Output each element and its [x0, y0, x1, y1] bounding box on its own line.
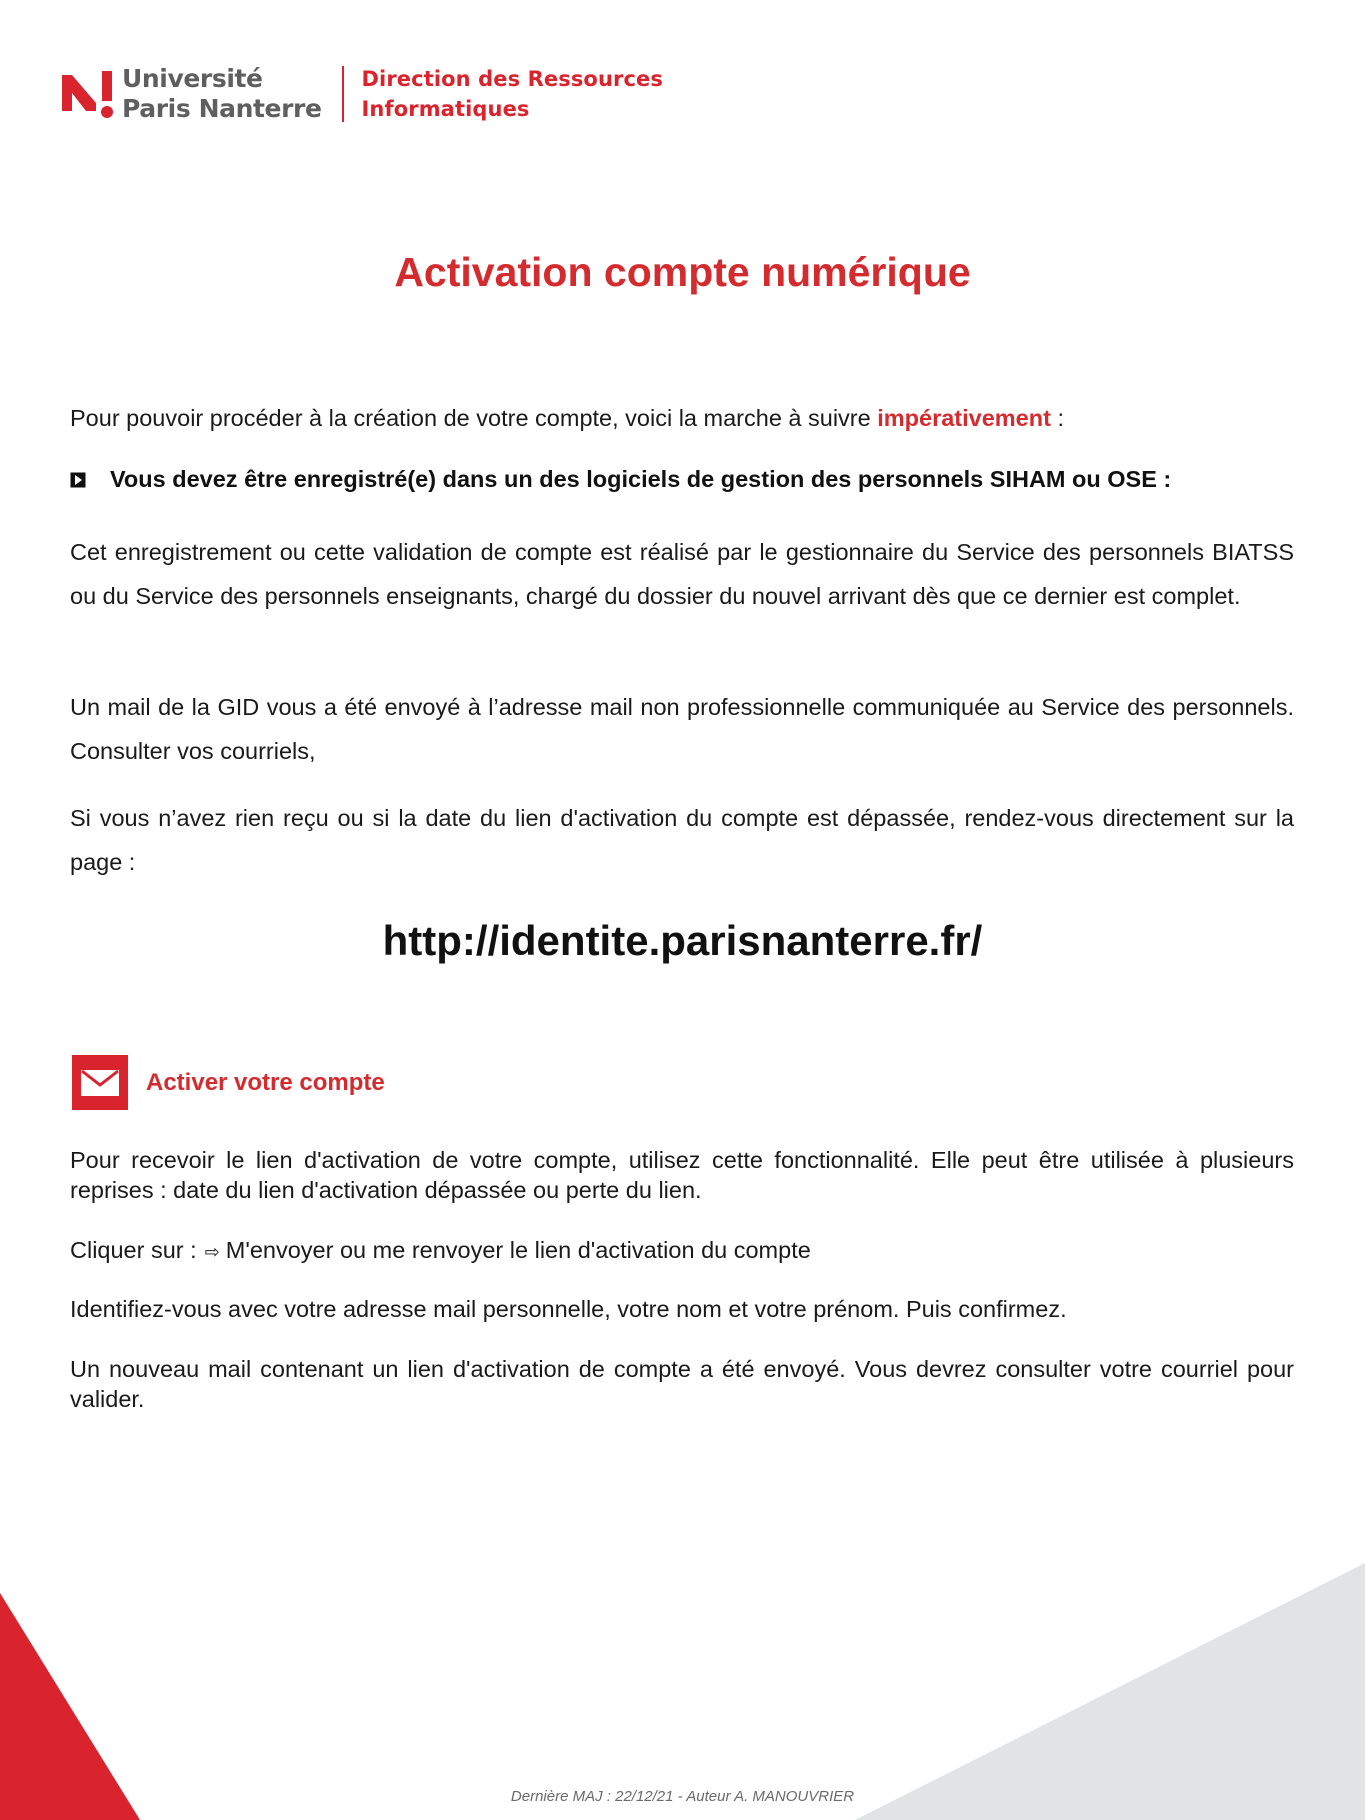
new-mail-notice: Un nouveau mail contenant un lien d'activation de compte a été envoyé. Vous devrez consulter votre courriel pour valider. — [70, 1356, 1294, 1412]
resend-activation-link[interactable]: M'envoyer ou me renvoyer le lien d'activation du compte — [225, 1237, 811, 1263]
envelope-glyph — [80, 1069, 120, 1097]
university-name-line2: Paris Nanterre — [122, 94, 322, 123]
identify-instruction: Identifiez-vous avec votre adresse mail personnelle, votre nom et votre prénom. Puis confirmez. — [70, 1296, 1067, 1322]
university-logo-icon — [60, 67, 116, 121]
paragraph-mail: Un mail de la GID vous a été envoyé à l’adresse mail non professionnelle communiquée au Service des personnels. Consulter vos courriels, — [70, 694, 1294, 764]
paragraph-3-block — [70, 796, 1294, 884]
paragraph-registration: Cet enregistrement ou cette validation de compte est réalisé par le gestionnaire du Service des personnels BIATSS ou du Service des personnels enseignants, chargé du dossier du nouvel arrivant dès que ce dernier est complet. — [70, 539, 1294, 609]
activate-paragraph-4-block — [70, 1354, 1294, 1414]
university-name — [122, 64, 322, 124]
department-name-line1: Direction des Ressources — [361, 67, 663, 91]
department-name-line2: Informatiques — [361, 97, 530, 121]
paragraph-2-block — [70, 685, 1294, 773]
intro-suffix: : — [1050, 405, 1064, 431]
paragraph-nothing-received: Si vous n’avez rien reçu ou si la date du lien d'activation du compte est dépassée, rendez-vous directement sur la page : — [70, 805, 1294, 875]
activate-paragraph-1-block — [70, 1145, 1294, 1205]
footer-last-update: Dernière MAJ : 22/12/21 - Auteur A. MANOUVRIER — [510, 1788, 855, 1805]
requirement-bullet — [70, 466, 1171, 493]
intro-emphasis: impérativement — [877, 405, 1051, 431]
activate-section-heading — [72, 1055, 385, 1110]
grey-corner-shape — [855, 1563, 1365, 1820]
envelope-icon — [72, 1055, 128, 1110]
department-name — [362, 64, 663, 124]
intro-text: Pour pouvoir procéder à la création de votre compte, voici la marche à suivre — [70, 405, 878, 431]
activate-paragraph-3-block — [70, 1294, 1294, 1324]
header-divider — [342, 66, 344, 122]
page-title: Activation compte numérique — [394, 249, 971, 295]
requirement-text: Vous devez être enregistré(e) dans un des logiciels de gestion des personnels SIHAM ou OSE : — [110, 466, 1172, 492]
click-instruction-line — [70, 1235, 1294, 1268]
intro-paragraph — [70, 396, 1294, 440]
click-instruction — [70, 1235, 1294, 1268]
right-arrow-icon: ⇨ — [204, 1242, 220, 1263]
paragraph-1-block — [70, 530, 1294, 618]
identity-url-link[interactable]: http://identite.parisnanterre.fr/ — [382, 917, 983, 964]
university-name-line1: Université — [122, 64, 263, 93]
intro-block — [70, 396, 1294, 440]
document-header — [60, 62, 663, 126]
activate-account-label: Activer votre compte — [146, 1068, 385, 1096]
click-prefix: Cliquer sur : — [70, 1237, 197, 1263]
red-corner-shape — [0, 1593, 140, 1820]
bullet-arrow-icon — [70, 472, 86, 488]
activate-paragraph-intro: Pour recevoir le lien d'activation de votre compte, utilisez cette fonctionnalité. Elle peut être utilisée à plusieurs reprises : date du lien d'activation dépassée ou perte du lien. — [70, 1147, 1294, 1203]
